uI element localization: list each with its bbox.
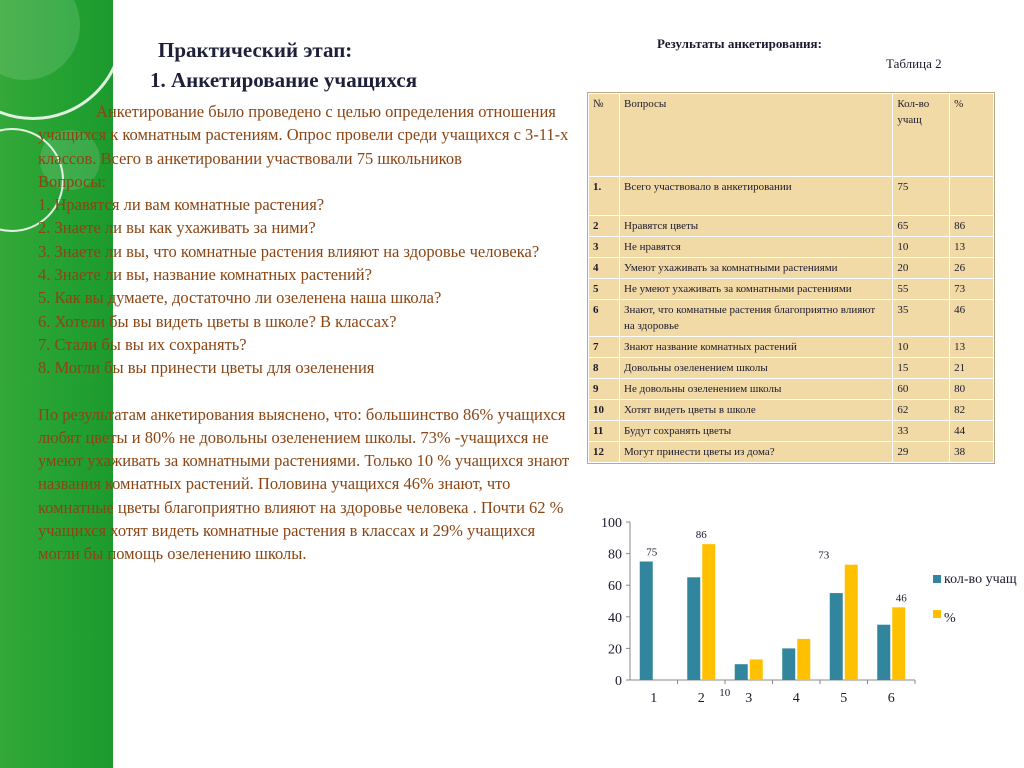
- results-title: Результаты анкетирования:: [657, 36, 822, 51]
- bar-count: [877, 625, 890, 680]
- data-label: 75: [646, 546, 658, 559]
- row-question: Хотят видеть цветы в школе: [620, 400, 892, 420]
- table-row: [589, 400, 993, 420]
- row-question: Умеют ухаживать за комнатными растениями: [620, 258, 892, 278]
- row-percent: 13: [950, 237, 993, 257]
- row-percent: 46: [950, 300, 993, 336]
- row-count: 15: [893, 358, 949, 378]
- data-label: 86: [695, 529, 707, 542]
- y-tick-label: 20: [608, 642, 622, 658]
- legend-swatch: [933, 575, 941, 583]
- spacer: [38, 380, 578, 403]
- row-number: 6: [589, 300, 619, 336]
- bar-count: [830, 593, 843, 680]
- table-row: [589, 358, 993, 378]
- table-row: [589, 300, 993, 336]
- row-number: 9: [589, 379, 619, 399]
- row-count: 33: [893, 421, 949, 441]
- row-percent: 86: [950, 216, 993, 236]
- row-number: 3: [589, 237, 619, 257]
- question-item: 2. Знаете ли вы как ухаживать за ними?: [38, 218, 316, 238]
- x-tick-label: 4: [792, 691, 800, 706]
- row-percent: 21: [950, 358, 993, 378]
- table-row: [589, 442, 993, 462]
- question-item: 6. Хотели бы вы видеть цветы в школе? В классах?: [38, 311, 397, 331]
- row-percent: 82: [950, 400, 993, 420]
- y-tick-label: 80: [608, 547, 622, 563]
- table-row: [589, 421, 993, 441]
- table-row: [589, 279, 993, 299]
- row-count: 62: [893, 400, 949, 420]
- slide-title-line2: 1. Анкетирование учащихся: [150, 68, 418, 92]
- header-cell: %: [950, 94, 993, 176]
- legend-label: кол-во учащ: [944, 572, 1017, 587]
- row-percent: [950, 177, 993, 215]
- question-item: 3. Знаете ли вы, что комнатные растения влияют на здоровье человека?: [38, 241, 540, 261]
- row-percent: 38: [950, 442, 993, 462]
- row-count: 60: [893, 379, 949, 399]
- row-number: 5: [589, 279, 619, 299]
- conclusion-paragraph: По результатам анкетирования выяснено, что: большинство 86% учащихся любят цветы и 80% не довольны озеленением школы. 73% -учащихся не умеют ухаживать за комнатными растениями. Только 10 % учащихся знают названия комнатных растений. Половина учащихся 46% знают, что комнатные цветы благоприятно влияют на здоровье человека . Почти 62 % учащихся хотят видеть комнатные растения в классах и 29% учащихся могли бы помощь озеленению школы.: [38, 404, 570, 564]
- survey-bar-chart: [585, 510, 1017, 710]
- row-question: Довольны озеленением школы: [620, 358, 892, 378]
- question-item: 8. Могли бы вы принести цветы для озеленения: [38, 358, 375, 378]
- row-count: 20: [893, 258, 949, 278]
- row-number: 11: [589, 421, 619, 441]
- table-label: Таблица 2: [886, 56, 942, 71]
- y-tick-label: 40: [608, 610, 622, 626]
- row-count: 29: [893, 442, 949, 462]
- header-cell: №: [589, 94, 619, 176]
- bar-percent: [892, 607, 905, 680]
- bar-percent: [845, 565, 858, 680]
- row-percent: 44: [950, 421, 993, 441]
- row-number: 7: [589, 337, 619, 357]
- row-question: Не довольны озеленением школы: [620, 379, 892, 399]
- body-text: [38, 100, 578, 566]
- table-row: [589, 177, 993, 215]
- header-cell: Кол-во учащ: [893, 94, 949, 176]
- row-number: 2: [589, 216, 619, 236]
- row-percent: 13: [950, 337, 993, 357]
- row-count: 55: [893, 279, 949, 299]
- header-cell: Вопросы: [620, 94, 892, 176]
- row-count: 75: [893, 177, 949, 215]
- survey-table: [587, 92, 995, 464]
- row-question: Всего участвовало в анкетировании: [620, 177, 892, 215]
- table-row: [589, 337, 993, 357]
- row-question: Не нравятся: [620, 237, 892, 257]
- legend-label: %: [944, 611, 956, 626]
- row-question: Нравятся цветы: [620, 216, 892, 236]
- row-question: Не умеют ухаживать за комнатными растениями: [620, 279, 892, 299]
- question-item: 5. Как вы думаете, достаточно ли озеленена наша школа?: [38, 288, 442, 308]
- x-tick-label: 6: [887, 691, 895, 706]
- table-row: [589, 379, 993, 399]
- bar-percent: [797, 639, 810, 680]
- x-tick-label: 1: [650, 691, 658, 706]
- row-count: 65: [893, 216, 949, 236]
- bar-count: [687, 577, 700, 680]
- legend-swatch: [933, 610, 941, 618]
- row-percent: 26: [950, 258, 993, 278]
- row-count: 10: [893, 237, 949, 257]
- row-number: 10: [589, 400, 619, 420]
- row-count: 35: [893, 300, 949, 336]
- data-label: 73: [818, 549, 830, 562]
- bar-count: [640, 562, 653, 681]
- row-question: Знают, что комнатные растения благоприятно влияют на здоровье: [620, 300, 892, 336]
- x-tick-label: 3: [745, 691, 753, 706]
- y-tick-label: 100: [601, 516, 622, 531]
- row-number: 12: [589, 442, 619, 462]
- y-tick-label: 0: [615, 674, 622, 689]
- table-row: [589, 258, 993, 278]
- data-label: 10: [719, 687, 731, 700]
- x-tick-label: 5: [840, 691, 848, 706]
- row-percent: 80: [950, 379, 993, 399]
- row-question: Знают название комнатных растений: [620, 337, 892, 357]
- slide-title-line1: Практический этап:: [158, 38, 353, 62]
- bar-count: [735, 664, 748, 680]
- row-percent: 73: [950, 279, 993, 299]
- data-label: 46: [895, 592, 907, 605]
- bar-count: [782, 648, 795, 680]
- bar-percent: [750, 659, 763, 680]
- questions-heading: Вопросы:: [38, 171, 106, 191]
- row-number: 8: [589, 358, 619, 378]
- row-question: Будут сохранять цветы: [620, 421, 892, 441]
- table-row: [589, 237, 993, 257]
- question-item: 4. Знаете ли вы, название комнатных растений?: [38, 265, 372, 285]
- row-count: 10: [893, 337, 949, 357]
- intro-paragraph: Анкетирование было проведено с целью определения отношения учащихся к комнатным растениям. Опрос провели среди учащихся с 3-11-х классов. Всего в анкетировании участвовали 75 школьников: [38, 102, 569, 168]
- x-tick-label: 2: [697, 691, 705, 706]
- row-number: 4: [589, 258, 619, 278]
- bar-percent: [702, 544, 715, 680]
- question-item: 7. Стали бы вы их сохранять?: [38, 334, 247, 354]
- question-item: 1. Нравятся ли вам комнатные растения?: [38, 195, 325, 215]
- row-number: 1.: [589, 177, 619, 215]
- y-tick-label: 60: [608, 579, 622, 595]
- row-question: Могут принести цветы из дома?: [620, 442, 892, 462]
- table-row: [589, 216, 993, 236]
- table-header-row: [589, 94, 993, 176]
